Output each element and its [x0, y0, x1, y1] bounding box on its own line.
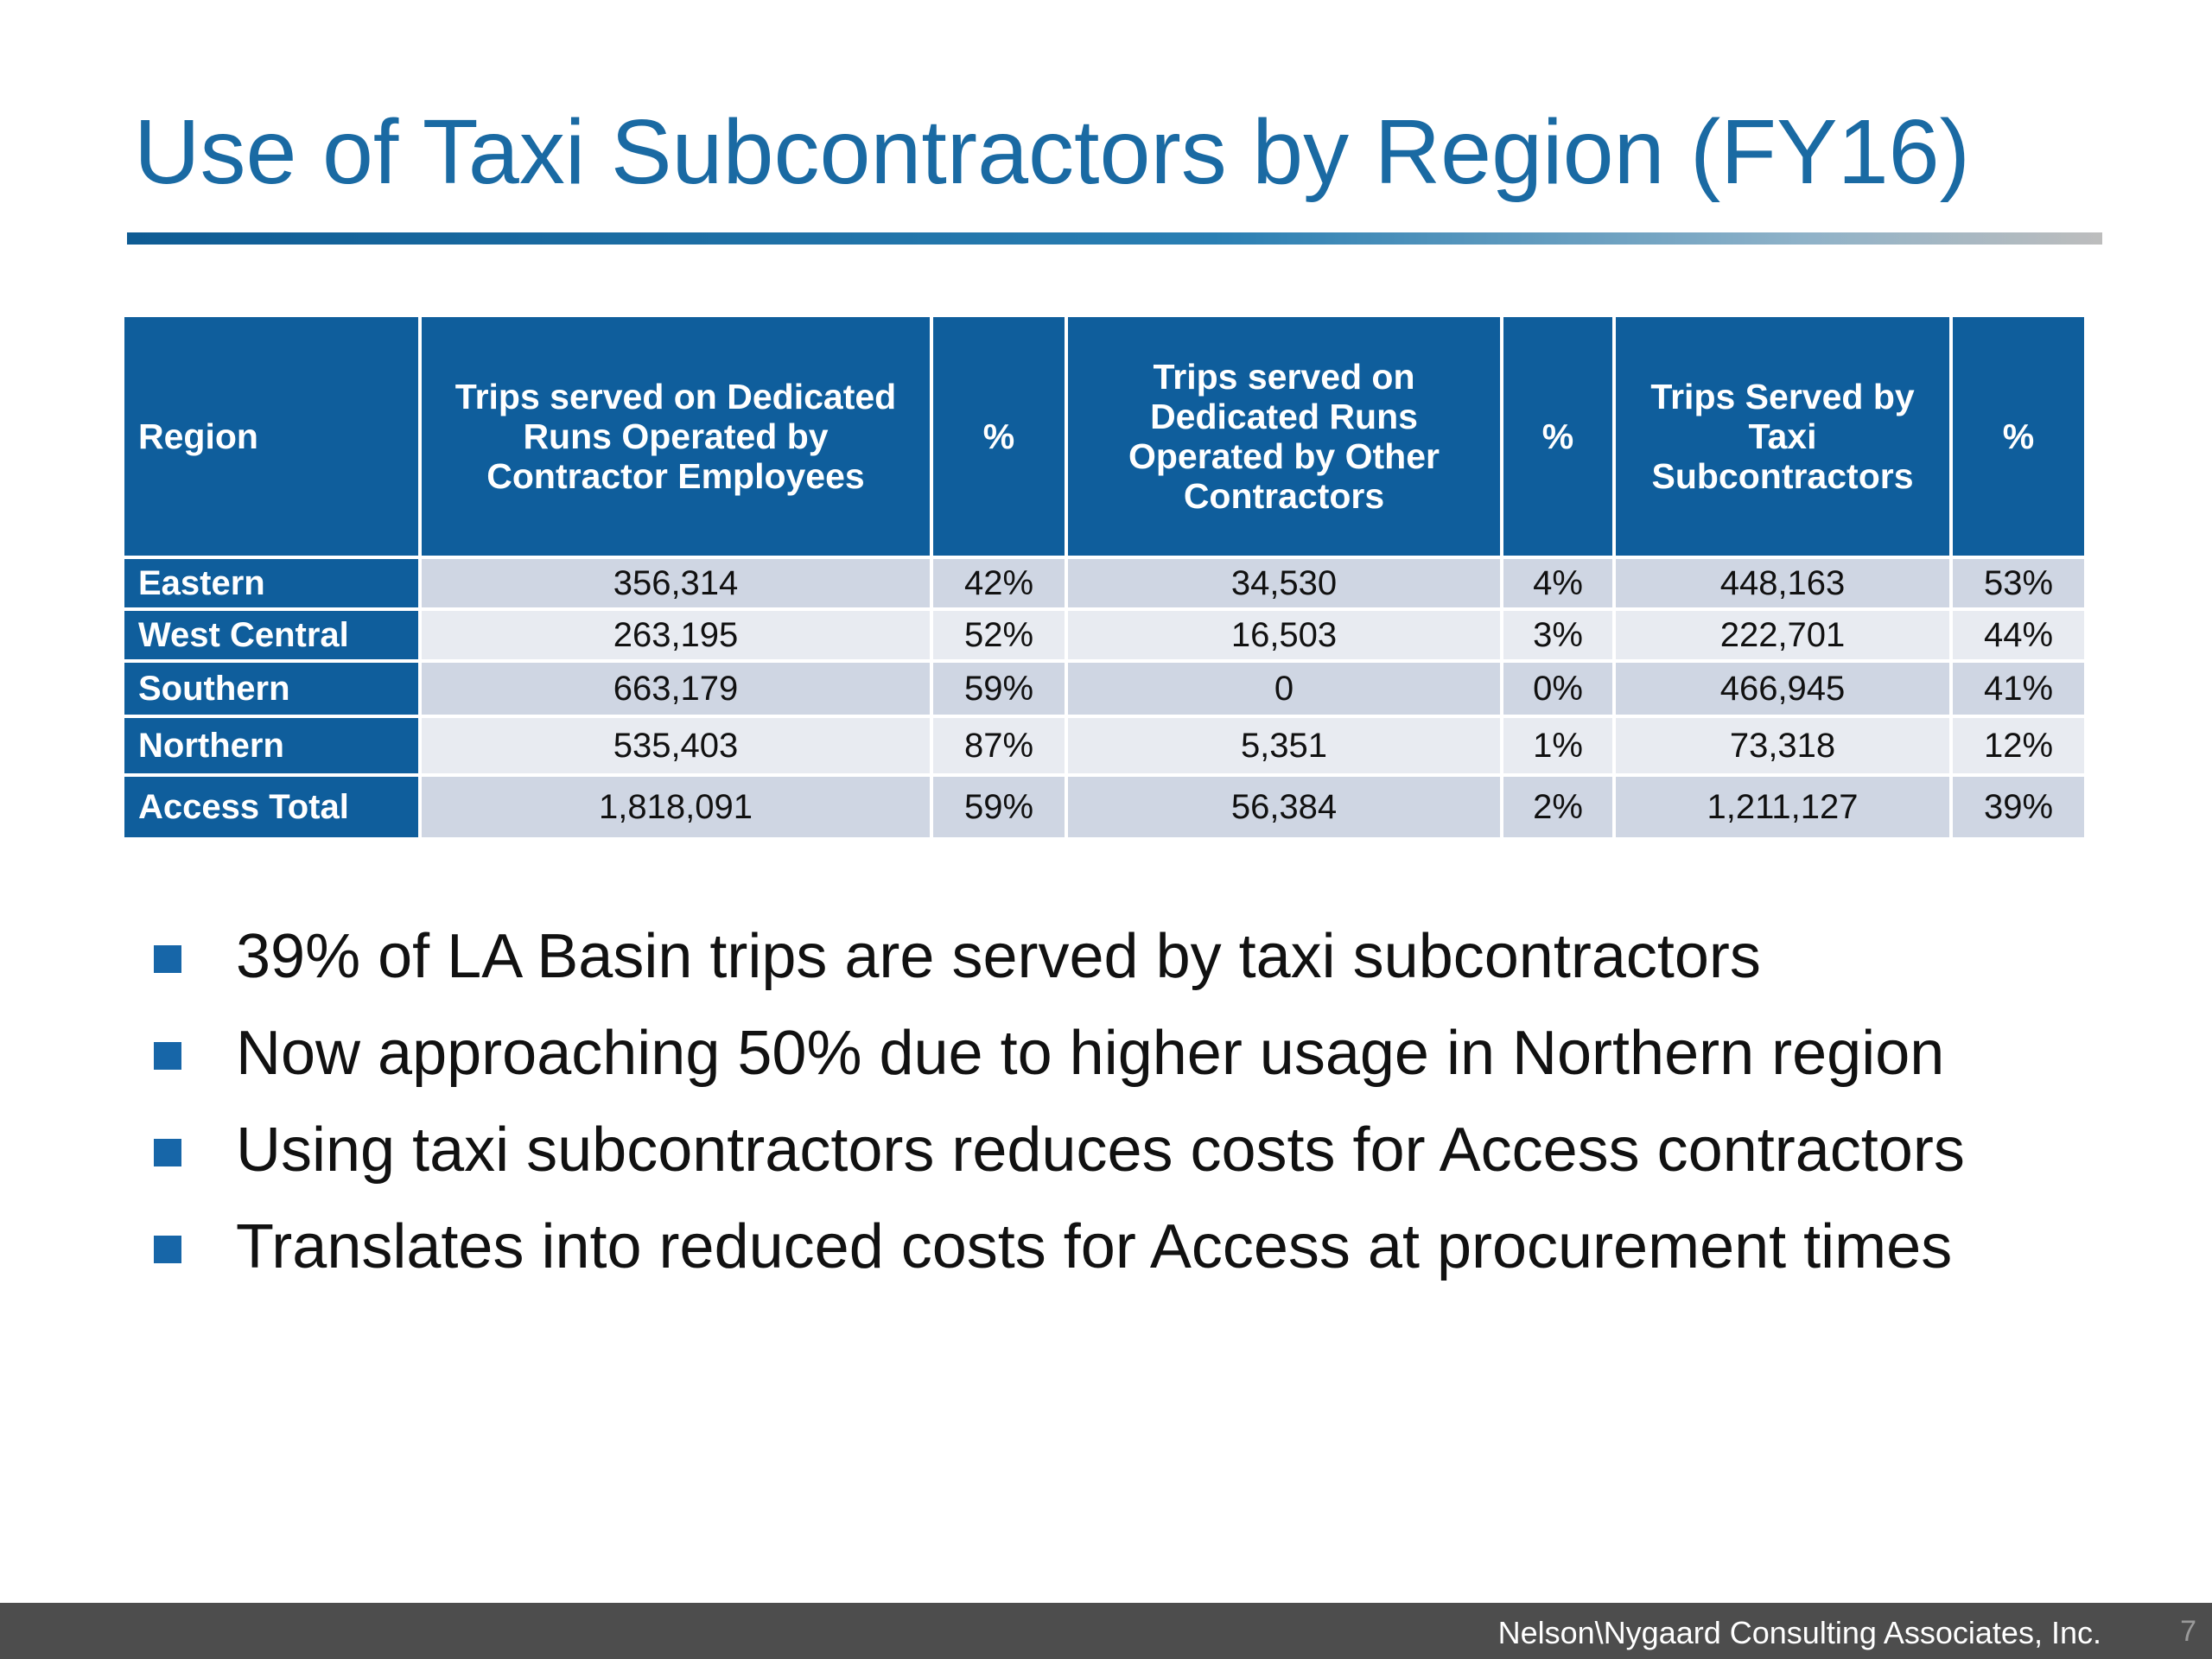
header-contractor-employees-pct: %	[933, 317, 1065, 556]
header-contractor-employees: Trips served on Dedicated Runs Operated by Contractor Employees	[422, 317, 930, 556]
bullet-text: Using taxi subcontractors reduces costs for Access contractors	[236, 1116, 1965, 1185]
region-cell: West Central	[124, 611, 418, 659]
header-other-contractors: Trips served on Dedicated Runs Operated by Other Contractors	[1068, 317, 1500, 556]
table-cell: 535,403	[422, 718, 930, 773]
bullet-text: 39% of LA Basin trips are served by taxi subcontractors	[236, 922, 1761, 991]
bullet-list	[154, 916, 2141, 1303]
table-total-row	[124, 777, 2084, 837]
table-cell: 356,314	[422, 559, 930, 607]
table-cell: 53%	[1953, 559, 2084, 607]
table-cell: 2%	[1503, 777, 1612, 837]
table-cell: 4%	[1503, 559, 1612, 607]
header-region: Region	[124, 317, 418, 556]
table-cell: 1,818,091	[422, 777, 930, 837]
table-cell: 52%	[933, 611, 1065, 659]
table-cell: 663,179	[422, 663, 930, 715]
table-cell: 263,195	[422, 611, 930, 659]
table-cell: 5,351	[1068, 718, 1500, 773]
table-cell: 87%	[933, 718, 1065, 773]
region-cell: Eastern	[124, 559, 418, 607]
table-cell: 16,503	[1068, 611, 1500, 659]
footer-bar	[0, 1603, 2212, 1659]
bullet-text: Translates into reduced costs for Access at procurement times	[236, 1212, 1953, 1281]
table-row	[124, 663, 2084, 715]
bullet-text: Now approaching 50% due to higher usage in Northern region	[236, 1019, 1945, 1088]
table-cell: 34,530	[1068, 559, 1500, 607]
title-divider	[127, 232, 2102, 245]
table-cell: 466,945	[1616, 663, 1949, 715]
table-cell: 39%	[1953, 777, 2084, 837]
region-cell: Access Total	[124, 777, 418, 837]
region-trips-table	[121, 314, 2088, 841]
table-cell: 1,211,127	[1616, 777, 1949, 837]
table-cell: 56,384	[1068, 777, 1500, 837]
table-cell: 1%	[1503, 718, 1612, 773]
table-header-row	[124, 317, 2084, 556]
table-row	[124, 718, 2084, 773]
header-taxi-subcontractors: Trips Served by Taxi Subcontractors	[1616, 317, 1949, 556]
table-cell: 44%	[1953, 611, 2084, 659]
table-cell: 0	[1068, 663, 1500, 715]
table-row	[124, 559, 2084, 607]
table-cell: 12%	[1953, 718, 2084, 773]
square-bullet-icon	[154, 945, 181, 973]
table-cell: 222,701	[1616, 611, 1949, 659]
square-bullet-icon	[154, 1042, 181, 1070]
table-row	[124, 611, 2084, 659]
square-bullet-icon	[154, 1139, 181, 1166]
table-cell: 73,318	[1616, 718, 1949, 773]
region-cell: Southern	[124, 663, 418, 715]
table-cell: 448,163	[1616, 559, 1949, 607]
table-cell: 42%	[933, 559, 1065, 607]
region-cell: Northern	[124, 718, 418, 773]
square-bullet-icon	[154, 1236, 181, 1263]
footer-company: Nelson\Nygaard Consulting Associates, Inc.	[1497, 1615, 2101, 1650]
table-cell: 59%	[933, 777, 1065, 837]
header-taxi-subcontractors-pct: %	[1953, 317, 2084, 556]
table-cell: 3%	[1503, 611, 1612, 659]
table-cell: 59%	[933, 663, 1065, 715]
page-number: 7	[2180, 1615, 2196, 1648]
slide-title: Use of Taxi Subcontractors by Region (FY16)	[134, 101, 1970, 203]
bullet-item	[154, 916, 2068, 997]
bullet-item	[154, 1206, 2068, 1287]
table-cell: 41%	[1953, 663, 2084, 715]
header-other-contractors-pct: %	[1503, 317, 1612, 556]
bullet-item	[154, 1109, 2068, 1191]
bullet-item	[154, 1013, 2068, 1094]
table-cell: 0%	[1503, 663, 1612, 715]
